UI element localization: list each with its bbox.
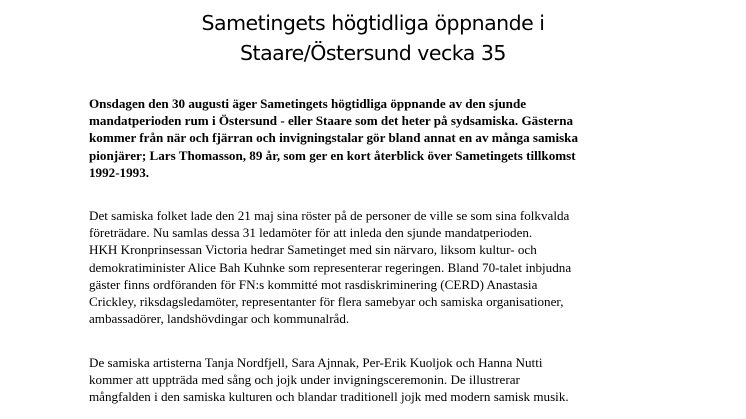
- paragraph-line: ambassadörer, landshövdingar och kommunalråd.: [89, 311, 350, 327]
- paragraph-line: HKH Kronprinsessan Victoria hedrar Sametinget med sin närvaro, liksom kultur- och: [89, 242, 537, 258]
- lead-line: mandatperioden rum i Östersund - eller Staare som det heter på sydsamiska. Gästerna: [89, 113, 574, 129]
- paragraph-line: gäster finns ordföranden för FN:s kommitté mot rasdiskriminering (CERD) Anastasia: [89, 276, 538, 292]
- paragraph-line: Crickley, riksdagsledamöter, representanter för flera samebyar och samiska organisationer,: [89, 294, 564, 310]
- lead-line: Onsdagen den 30 augusti äger Sametingets högtidliga öppnande av den sjunde: [89, 96, 527, 111]
- paragraph-line: kommer att uppträda med sång och jojk under invigningsceremonin. De illustrerar: [89, 372, 520, 388]
- page-title: [0, 8, 746, 68]
- lead-line: pionjärer; Lars Thomasson, 89 år, som ger en kort återblick över Sametingets tillkomst: [89, 147, 576, 163]
- paragraph-line: mångfalden i den samiska kulturen och blandar traditionell jojk med modern samisk musik.: [89, 389, 569, 405]
- lead-line: kommer från när och fjärran och invigningstalar gör bland annat en av många samiska: [89, 130, 579, 146]
- lead-paragraph: [89, 95, 679, 181]
- title-line-2: Staare/Östersund vecka 35: [240, 41, 506, 65]
- lead-line: 1992-1993.: [89, 164, 150, 180]
- paragraph-line: företrädare. Nu samlas dessa 31 ledamöter för att inleda den sjunde mandatperioden.: [89, 225, 533, 241]
- title-line-1: Sametingets högtidliga öppnande i: [201, 11, 545, 35]
- body-paragraph-1: [89, 207, 679, 327]
- paragraph-line: Det samiska folket lade den 21 maj sina röster på de personer de ville se som sina folkvalda: [89, 208, 570, 223]
- paragraph-line: De samiska artisterna Tanja Nordfjell, Sara Ajnnak, Per-Erik Kuoljok och Hanna Nutti: [89, 355, 543, 370]
- paragraph-line: demokratiminister Alice Bah Kuhnke som representerar regeringen. Bland 70-talet inbjudna: [89, 259, 572, 275]
- body-paragraph-2: [89, 354, 679, 406]
